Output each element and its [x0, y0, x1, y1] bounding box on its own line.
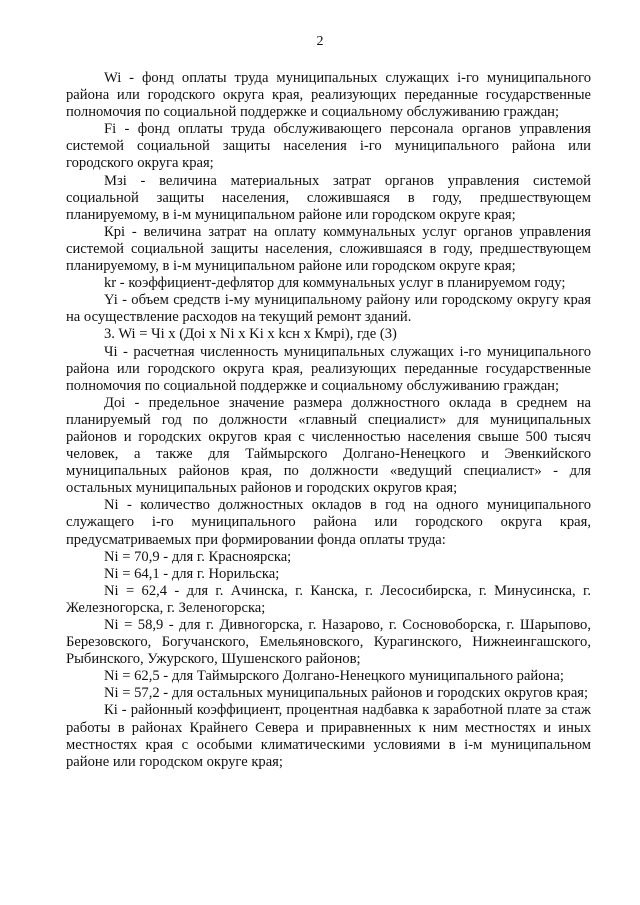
paragraph-fi: Fi - фонд оплаты труда обслуживающего персонала органов управления системой социальной защиты населения i-го муниципального района или городского округа края; — [66, 121, 591, 172]
ni-krasnoyarsk: Ni = 70,9 - для г. Красноярска; — [104, 548, 292, 565]
paragraph-yi: Yi - объем средств i-му муниципальному району или городскому округу края на осуществление расходов на текущий ремонт зданий. — [66, 292, 591, 326]
paragraph-kpi: Кpi - величина затрат на оплату коммунальных услуг органов управления системой социальной защиты населения, сложившаяся в году, предшествующем планируемому, в i-м муниципальном районе или городском округе края; — [66, 223, 591, 275]
page-number: 2 — [316, 34, 324, 49]
ni-others: Ni = 57,2 - для остальных муниципальных районов и городских округов края; — [104, 685, 589, 702]
formula-wi: 3. Wi = Чi x (Доi x Ni x Ki x kсн x Кмрi), где (3) — [104, 326, 397, 343]
paragraph-kr: kr - коэффициент-дефлятор для коммунальных услуг в планируемом году; — [104, 275, 566, 292]
paragraph-mzi: Мзi - величина материальных затрат органов управления системой социальной защиты населения, сложившаяся в году, предшествующем планируемому, в i-м муниципальном районе или городском округе края; — [66, 172, 591, 223]
ni-divnogorsk-group: Ni = 58,9 - для г. Дивногорска, г. Назарово, г. Сосновоборска, г. Шарыпово, Березовского, Богучанского, Емельяновского, Курагинского, Нижнеингашского, Рыбинского, Ужурского, Шушенского районов; — [66, 617, 591, 668]
paragraph-wi: Wi - фонд оплаты труда муниципальных служащих i-го муниципального района или городского округа края, реализующих переданные государственные полномочия по социальной поддержке и социальному обслуживанию граждан; — [66, 70, 591, 121]
ni-norilsk: Ni = 64,1 - для г. Норильска; — [104, 565, 280, 582]
paragraph-doi: Доi - предельное значение размера должностного оклада в среднем на планируемый год по должности «главный специалист» для муниципальных районов и городских округов края с численностью населения свыше 500 тысяч человек, а также для Таймырского Долгано-Ненецкого и Эвенкийского муниципальных районов края, по должности «ведущий специалист» - для остальных муниципальных районов и городских округов края; — [66, 394, 591, 497]
paragraph-ni: Ni - количество должностных окладов в год на одного муниципального служащего i-го муниципального района или городского округа края, предусматриваемых при формировании фонда оплаты труда: — [66, 497, 591, 548]
ni-taymyr: Ni = 62,5 - для Таймырского Долгано-Ненецкого муниципального района; — [104, 668, 564, 685]
paragraph-chi: Чi - расчетная численность муниципальных служащих i-го муниципального района или городского округа края, реализующих переданные государственные полномочия по социальной поддержке и социальному обслуживанию граждан; — [66, 343, 591, 394]
document-body — [66, 70, 591, 771]
ni-achinsk-group: Ni = 62,4 - для г. Ачинска, г. Канска, г. Лесосибирска, г. Минусинска, г. Железногорска, г. Зеленогорска; — [66, 582, 591, 616]
paragraph-ki: Кi - районный коэффициент, процентная надбавка к заработной плате за стаж работы в районах Крайнего Севера и приравненных к ним местностях и иных местностях края с особыми климатическими условиями в i-м муниципальном районе или городском округе края; — [66, 702, 591, 770]
